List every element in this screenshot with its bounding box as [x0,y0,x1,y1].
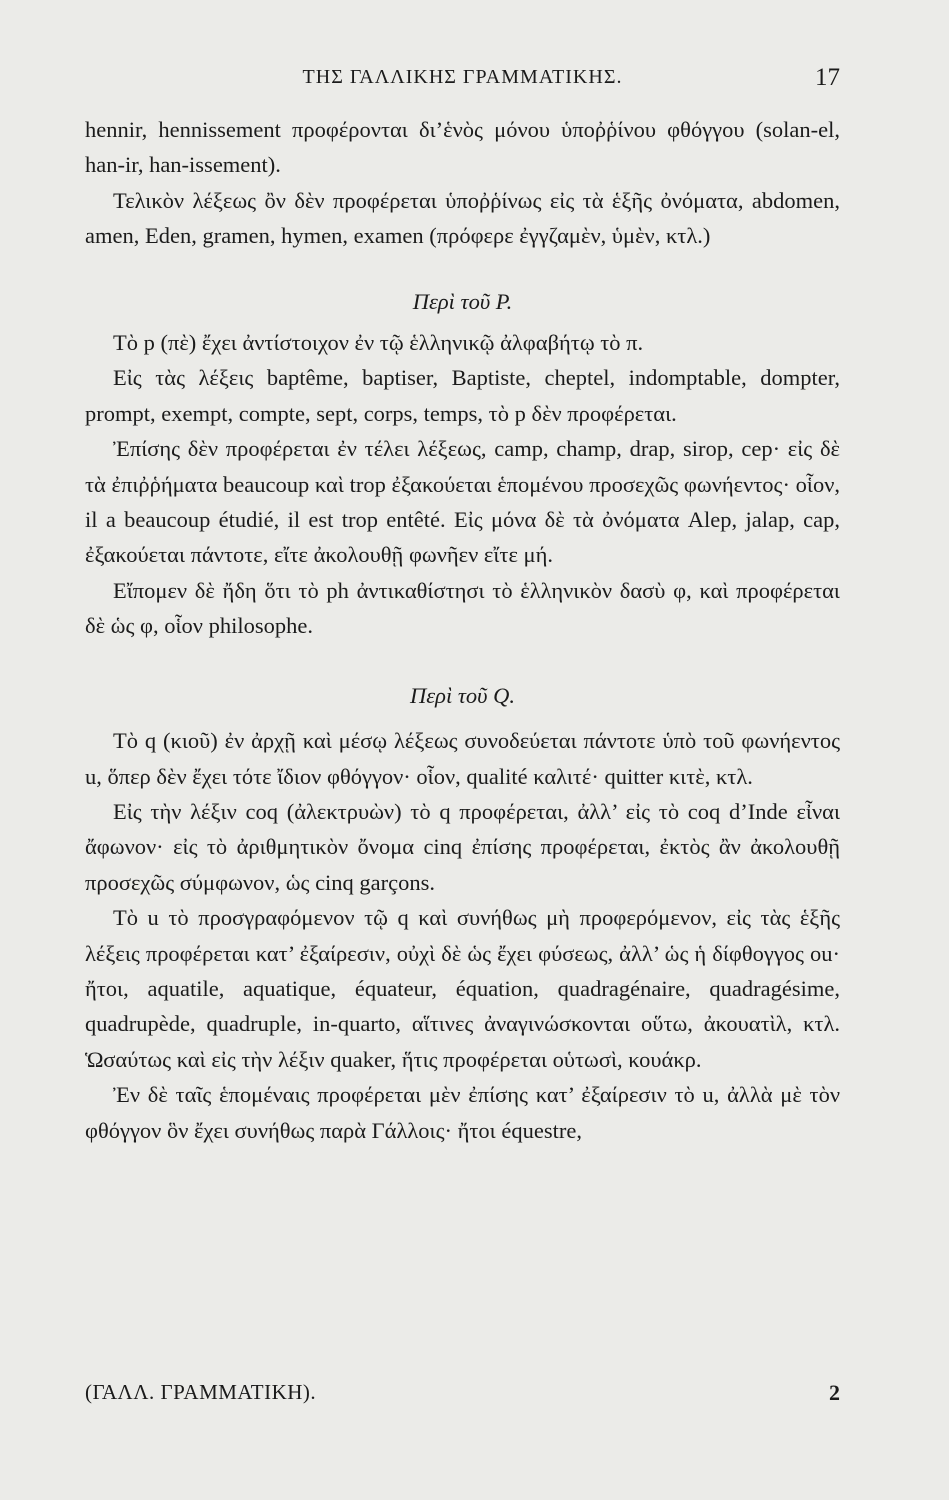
signature-mark: 2 [829,1380,840,1405]
page-footer [85,1380,840,1414]
page-body [85,112,840,1148]
footer-book-title: (ΓΑΛΛ. ΓΡΑΜΜΑΤΙΚΗ). [85,1380,317,1404]
page-header [85,66,840,96]
page-number: 17 [815,64,840,91]
paragraph-coq: Εἰς τὴν λέξιν coq (ἀλεκτρυὼν) τὸ q προφέρεται, ἀλλ’ εἰς τὸ coq d’Inde εἶναι ἄφωνον· εἰς τὸ ἀριθμητικὸν ὄνομα cinq ἐπίσης προφέρεται, ἐκτὸς ἂν ἀκολουθῇ προσεχῶς σύμφωνον, ὡς cinq garçons. [85,798,840,895]
paragraph-p-silent: Εἰς τὰς λέξεις baptême, baptiser, Baptiste, cheptel, indomptable, dompter, prompt, exempt, compte, sept, corps, temps, τὸ p δὲν προφέρεται. [85,365,840,426]
paragraph-qu-exceptions: Τὸ u τὸ προσγραφόμενον τῷ q καὶ συνήθως μὴ προφερόμενον, εἰς τὰς ἑξῆς λέξεις προφέρεται κατ’ ἐξαίρεσιν, οὐχὶ δὲ ὡς ἔχει φύσεως, ἀλλ’ ὡς ἡ δίφθογγος ou· ἤτοι, aquatile, aquatique, équateur, équation, quadragénaire, quadragésime, quadrupède, quadruple, in-quarto, αἵτινες ἀναγινώσκονται οὕτω, ἀκουατὶλ, κτλ. Ὡσαύτως καὶ εἰς τὴν λέξιν quaker, ἥτις προφέρεται οὑτωσὶ, κουάκρ. [85,905,840,1072]
paragraph-q-intro: Τὸ q (κιοῦ) ἐν ἀρχῇ καὶ μέσῳ λέξεως συνοδεύεται πάντοτε ὑπὸ τοῦ φωνήεντος u, ὅπερ δὲν ἔχει τότε ἴδιον φθόγγον· οἷον, qualité καλιτέ· quitter κιτὲ, κτλ. [85,728,840,789]
spacer [85,254,840,284]
running-title: ΤΗΣ ΓΑΛΛΙΚΗΣ ΓΡΑΜΜΑΤΙΚΗΣ. [302,66,623,88]
paragraph-qu-french: Ἐν δὲ ταῖς ἑπομέναις προφέρεται μὲν ἐπίσης κατ’ ἐξαίρεσιν τὸ u, ἀλλὰ μὲ τὸν φθόγγον ὃν ἔχει συνήθως παρὰ Γάλλοις· ἤτοι équestre, [85,1082,840,1143]
section-heading-p: Περὶ τοῦ P. [412,288,513,314]
spacer [85,713,840,723]
paragraph-final-en: Τελικὸν λέξεως ὂν δὲν προφέρεται ὑποῤῥίνως εἰς τὰ ἑξῆς ὀνόματα, abdomen, amen, Eden, gramen, hymen, examen (πρόφερε ἐγγζαμὲν, ὑμὲν, κτλ.) [85,187,840,249]
spacer [85,644,840,678]
section-heading-q: Περὶ τοῦ Q. [410,682,515,708]
paragraph-p-final: Ἐπίσης δὲν προφέρεται ἐν τέλει λέξεως, camp, champ, drap, sirop, cep· εἰς δὲ τὰ ἐπιῤῥήματα beaucoup καὶ trop ἐξακούεται ἑπομένου προσεχῶς φωνήεντος· οἷον, il a beaucoup étudié, il est trop entêté. Εἰς μόνα δὲ τὰ ὀνόματα Alep, jalap, cap, ἐξακούεται πάντοτε, εἴτε ἀκολουθῇ φωνῆεν εἴτε μή. [85,436,840,568]
paragraph-ph: Εἴπομεν δὲ ἤδη ὅτι τὸ ph ἀντικαθίστησι τὸ ἑλληνικὸν δασὺ φ, καὶ προφέρεται δὲ ὡς φ, οἷον philosophe. [85,577,840,639]
paragraph-p-intro: Τὸ p (πὲ) ἔχει ἀντίστοιχον ἐν τῷ ἑλληνικῷ ἀλφαβήτῳ τὸ π. [113,330,644,356]
paragraph-n-continuation: hennir, hennissement προφέρονται δι’ἑνὸς μόνου ὑποῤῥίνου φθόγγου (solan-el, han-ir, han-issement). [85,117,840,178]
